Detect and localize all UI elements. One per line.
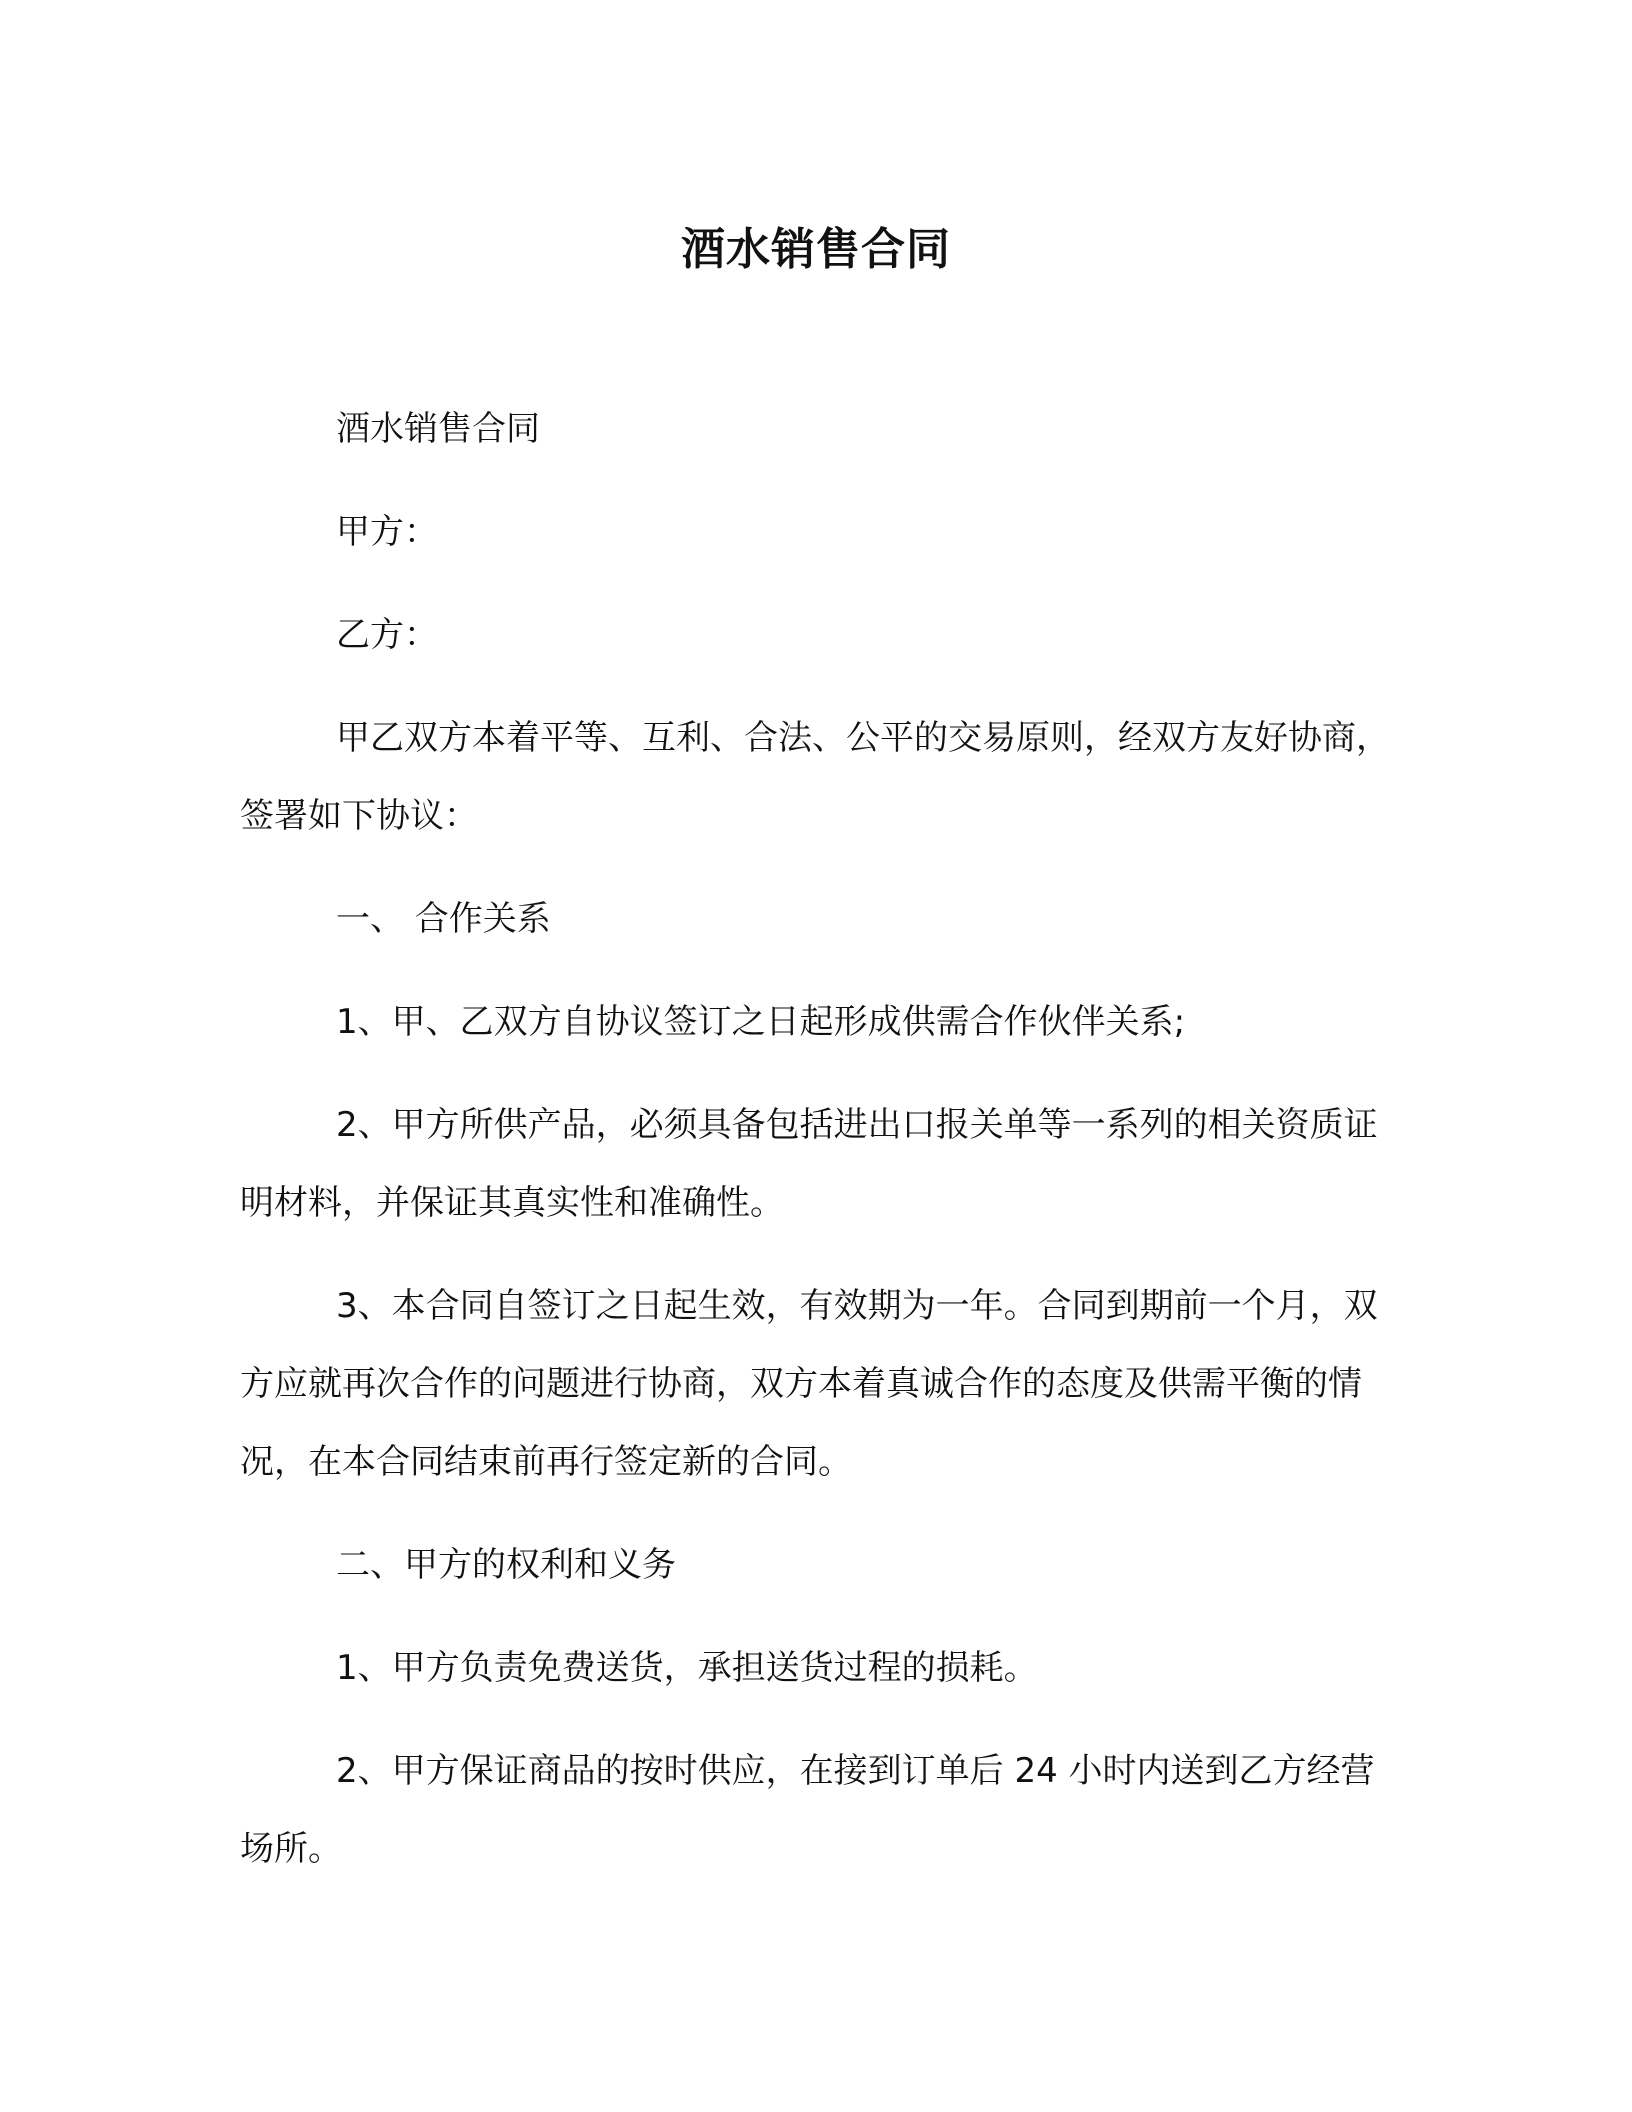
clause-2-2: 2、甲方保证商品的按时供应，在接到订单后 24 小时内送到乙方经营场所。 [240,1751,1375,1869]
clause-1-3: 3、本合同自签订之日起生效，有效期为一年。合同到期前一个月，双方应就再次合作的问题进行协商，双方本着真诚合作的态度及供需平衡的情况，在本合同结束前再行签定新的合同。 [240,1286,1378,1482]
document-body [240,390,1392,1913]
clause-2-1: 1、甲方负责免费送货，承担送货过程的损耗。 [336,1648,1038,1688]
document-title: 酒水销售合同 [681,224,951,275]
clause-1-2: 2、甲方所供产品，必须具备包括进出口报关单等一系列的相关资质证明材料，并保证其真实性和准确性。 [240,1105,1378,1223]
clause-1-1: 1、甲、乙双方自协议签订之日起形成供需合作伙伴关系; [336,1002,1186,1042]
paragraph-party-a: 甲方： [336,512,438,552]
paragraph-preamble: 甲乙双方本着平等、互利、合法、公平的交易原则，经双方友好协商，签署如下协议： [240,718,1390,836]
section-heading-cooperation: 一、 合作关系 [336,899,551,939]
section-heading-party-a-rights: 二、甲方的权利和义务 [336,1545,676,1585]
paragraph-heading: 酒水销售合同 [336,409,540,449]
paragraph-party-b: 乙方： [336,615,438,655]
